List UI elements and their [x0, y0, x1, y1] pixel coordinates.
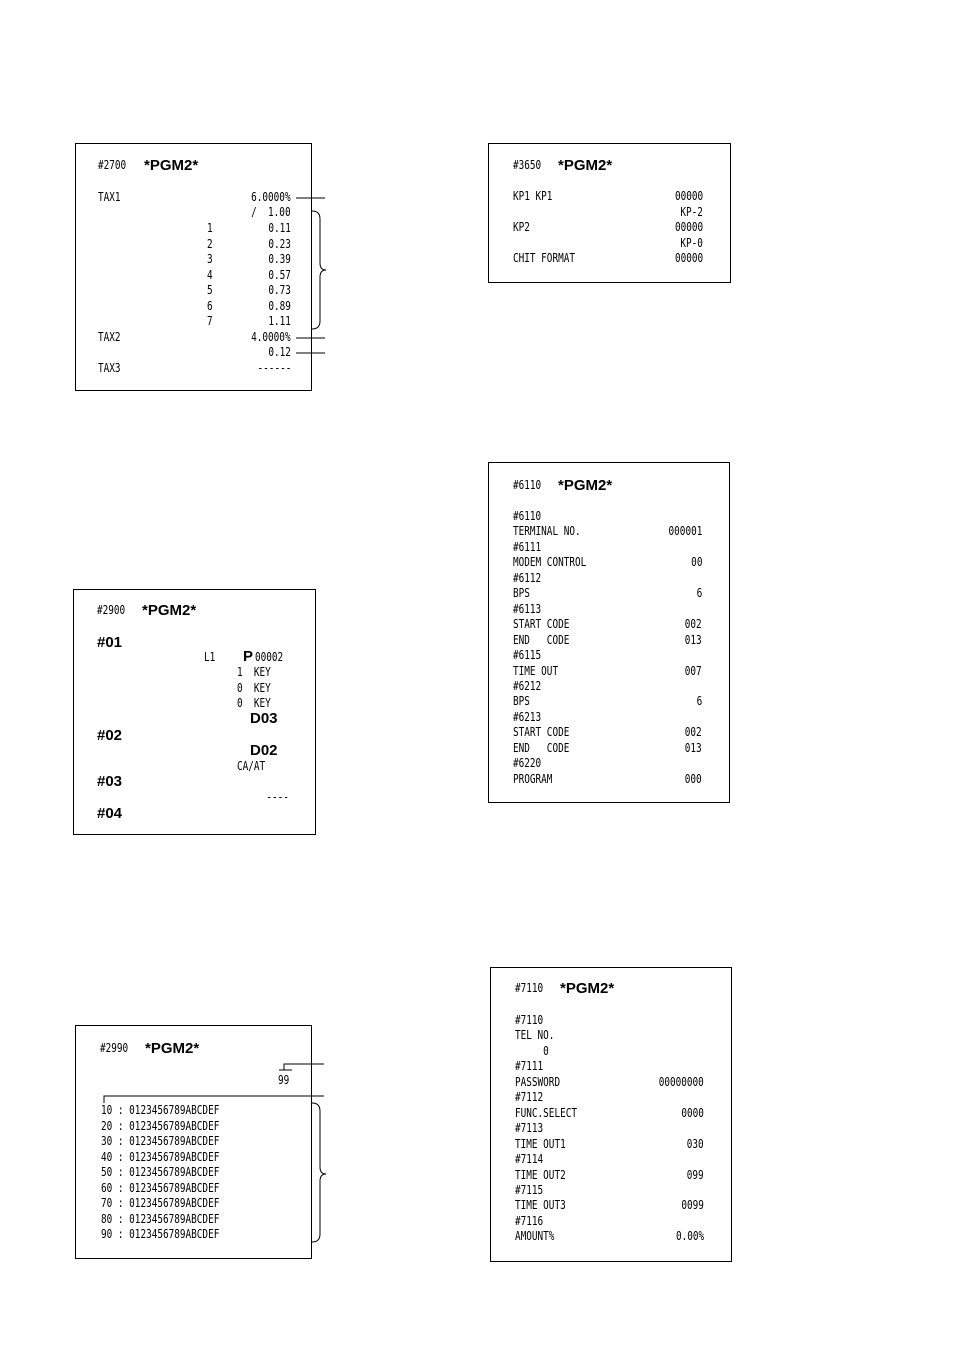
ecr-row-label: PASSWORD — [515, 1074, 561, 1089]
online-row-label: #6111 — [513, 539, 542, 554]
tax-row-number: 3 — [207, 252, 213, 266]
ecr-row-value: 030 — [687, 1136, 704, 1151]
kp-row-value: 00000 — [674, 251, 703, 265]
online-row-label: #6112 — [513, 570, 542, 585]
online-row-label: BPS — [513, 694, 530, 709]
receipt-7110-code: #7110 — [515, 981, 544, 995]
item-02: #02 — [97, 727, 123, 744]
receipt-6110-code: #6110 — [513, 478, 542, 492]
ecr-row-label: FUNC.SELECT — [515, 1105, 577, 1120]
kp-row-value: KP-2 — [680, 204, 703, 219]
pointer-max-number — [284, 1064, 324, 1070]
tax-row-number: 1 — [207, 221, 213, 235]
tax2-value: 0.12 — [268, 345, 291, 359]
ecr-row-label: #7116 — [515, 1213, 544, 1228]
ecr-row-label: #7111 — [515, 1059, 544, 1074]
tax3-label: TAX3 — [98, 361, 121, 375]
tax-row-number: 7 — [207, 314, 213, 328]
ecr-row-label: 0 — [515, 1043, 549, 1058]
online-row-value: 013 — [685, 740, 702, 755]
kp-row-label: CHIT FORMAT — [513, 251, 575, 265]
key-line-2: 0 KEY — [237, 681, 271, 695]
ecr-row-value: 0.00% — [675, 1229, 704, 1244]
ecr-row-value: 00000000 — [658, 1074, 704, 1089]
dept-d03: D03 — [250, 710, 278, 727]
tax-row-number: 4 — [207, 267, 213, 282]
online-row-label: START CODE — [513, 617, 570, 632]
online-row-value: 000 — [685, 771, 702, 786]
online-row-value: 6 — [696, 586, 702, 601]
receipt-3650-code: #3650 — [513, 158, 542, 172]
tax-row-value: 0.11 — [268, 221, 291, 235]
receipt-7110-pgm: *PGM2* — [560, 980, 615, 997]
online-row-label: PROGRAM — [513, 771, 553, 786]
ecr-row-label: #7115 — [515, 1182, 544, 1197]
ecr-row-value: 0000 — [681, 1105, 704, 1120]
ecr-row-value: 0099 — [681, 1198, 704, 1213]
kp-row-value: 00000 — [674, 220, 703, 234]
receipt-2900-code: #2900 — [97, 603, 126, 617]
online-row-value: 002 — [685, 725, 702, 740]
receipt-2700-pgm: *PGM2* — [144, 157, 199, 174]
item-04: #04 — [97, 805, 123, 822]
online-row-value: 007 — [685, 663, 702, 678]
receipt-2900-pgm: *PGM2* — [142, 602, 197, 619]
character-row: 50 : 0123456789ABCDEF — [101, 1165, 220, 1179]
max-number: 99 — [278, 1073, 290, 1087]
ecr-row-label: TEL NO. — [515, 1028, 555, 1043]
character-row: 60 : 0123456789ABCDEF — [101, 1180, 220, 1195]
ecr-row-value: 099 — [687, 1167, 704, 1182]
online-row-value: 00 — [690, 555, 702, 570]
receipt-6110-pgm: *PGM2* — [558, 477, 613, 494]
ecr-row-label: #7112 — [515, 1090, 544, 1105]
tax2-label: TAX2 — [98, 330, 121, 344]
tax-row-value: 0.73 — [268, 283, 291, 297]
online-row-label: #6220 — [513, 756, 542, 771]
character-row: 90 : 0123456789ABCDEF — [101, 1227, 220, 1241]
online-row-value: 000001 — [668, 524, 702, 539]
tax-row-number: 6 — [207, 298, 213, 313]
receipt-2990-code: #2990 — [100, 1041, 129, 1055]
online-row-value: 013 — [685, 632, 702, 647]
p-marker: P — [243, 648, 254, 665]
tax-row-value: 0.89 — [268, 298, 291, 313]
online-row-label: TIME OUT — [513, 663, 559, 678]
tax-row-value: 0.23 — [268, 236, 291, 251]
online-row-label: #6213 — [513, 709, 542, 724]
online-row-value: 6 — [696, 694, 702, 709]
online-row-label: START CODE — [513, 725, 570, 740]
caat-line: CA/AT — [237, 759, 266, 773]
tax-row-number: 2 — [207, 236, 213, 251]
receipt-3650-pgm: *PGM2* — [558, 157, 613, 174]
brace-tax-table — [312, 211, 326, 329]
brace-character-table — [312, 1103, 326, 1242]
character-row: 80 : 0123456789ABCDEF — [101, 1211, 220, 1226]
character-row: 70 : 0123456789ABCDEF — [101, 1196, 220, 1210]
kp-row-label: KP2 — [513, 220, 530, 234]
level-l1: L1 — [204, 650, 216, 664]
item-03-dash: ---- — [266, 790, 289, 804]
online-row-label: END CODE — [513, 740, 570, 755]
item-01: #01 — [97, 634, 123, 651]
online-row-value: 002 — [685, 617, 702, 632]
dept-d02: D02 — [250, 742, 278, 759]
tax1-label: TAX1 — [98, 190, 121, 204]
kp-row-label: KP1 KP1 — [513, 189, 553, 203]
receipt-2990-pgm: *PGM2* — [145, 1040, 200, 1057]
online-row-label: #6212 — [513, 678, 542, 693]
ecr-row-label: AMOUNT% — [515, 1229, 555, 1244]
character-row: 20 : 0123456789ABCDEF — [101, 1118, 220, 1133]
item-03: #03 — [97, 773, 123, 790]
ecr-row-label: TIME OUT3 — [515, 1198, 566, 1213]
ecr-row-label: TIME OUT2 — [515, 1167, 566, 1182]
online-row-label: MODEM CONTROL — [513, 555, 587, 570]
online-row-label: #6115 — [513, 648, 542, 663]
tax3-value: ------ — [257, 361, 291, 375]
online-row-label: #6113 — [513, 601, 542, 616]
tax-row-value: 0.39 — [268, 252, 291, 266]
key-line-1: 1 KEY — [237, 665, 271, 679]
online-row-label: BPS — [513, 586, 530, 601]
tax-row-value: 1.11 — [268, 314, 291, 328]
ecr-row-label: #7113 — [515, 1121, 544, 1136]
tax2-rate: 4.0000% — [251, 330, 291, 344]
online-row-label: #6110 — [513, 509, 542, 523]
key-line-3: 0 KEY — [237, 696, 271, 710]
online-row-label: TERMINAL NO. — [513, 524, 581, 539]
kp-row-value: 00000 — [674, 189, 703, 203]
ecr-row-label: #7114 — [515, 1152, 544, 1167]
p-value: 00002 — [255, 650, 284, 664]
tax1-divisor: / 1.00 — [251, 205, 291, 219]
tax-row-number: 5 — [207, 283, 213, 297]
pointer-table-start — [104, 1096, 324, 1103]
ecr-row-label: TIME OUT1 — [515, 1136, 566, 1151]
kp-row-value: KP-0 — [680, 235, 703, 250]
character-row: 10 : 0123456789ABCDEF — [101, 1103, 220, 1117]
character-row: 30 : 0123456789ABCDEF — [101, 1134, 220, 1148]
ecr-row-label: #7110 — [515, 1013, 544, 1027]
tax-row-value: 0.57 — [268, 267, 291, 282]
character-row: 40 : 0123456789ABCDEF — [101, 1149, 220, 1164]
online-row-label: END CODE — [513, 632, 570, 647]
receipt-2700-code: #2700 — [98, 158, 127, 172]
tax1-rate: 6.0000% — [251, 190, 291, 204]
